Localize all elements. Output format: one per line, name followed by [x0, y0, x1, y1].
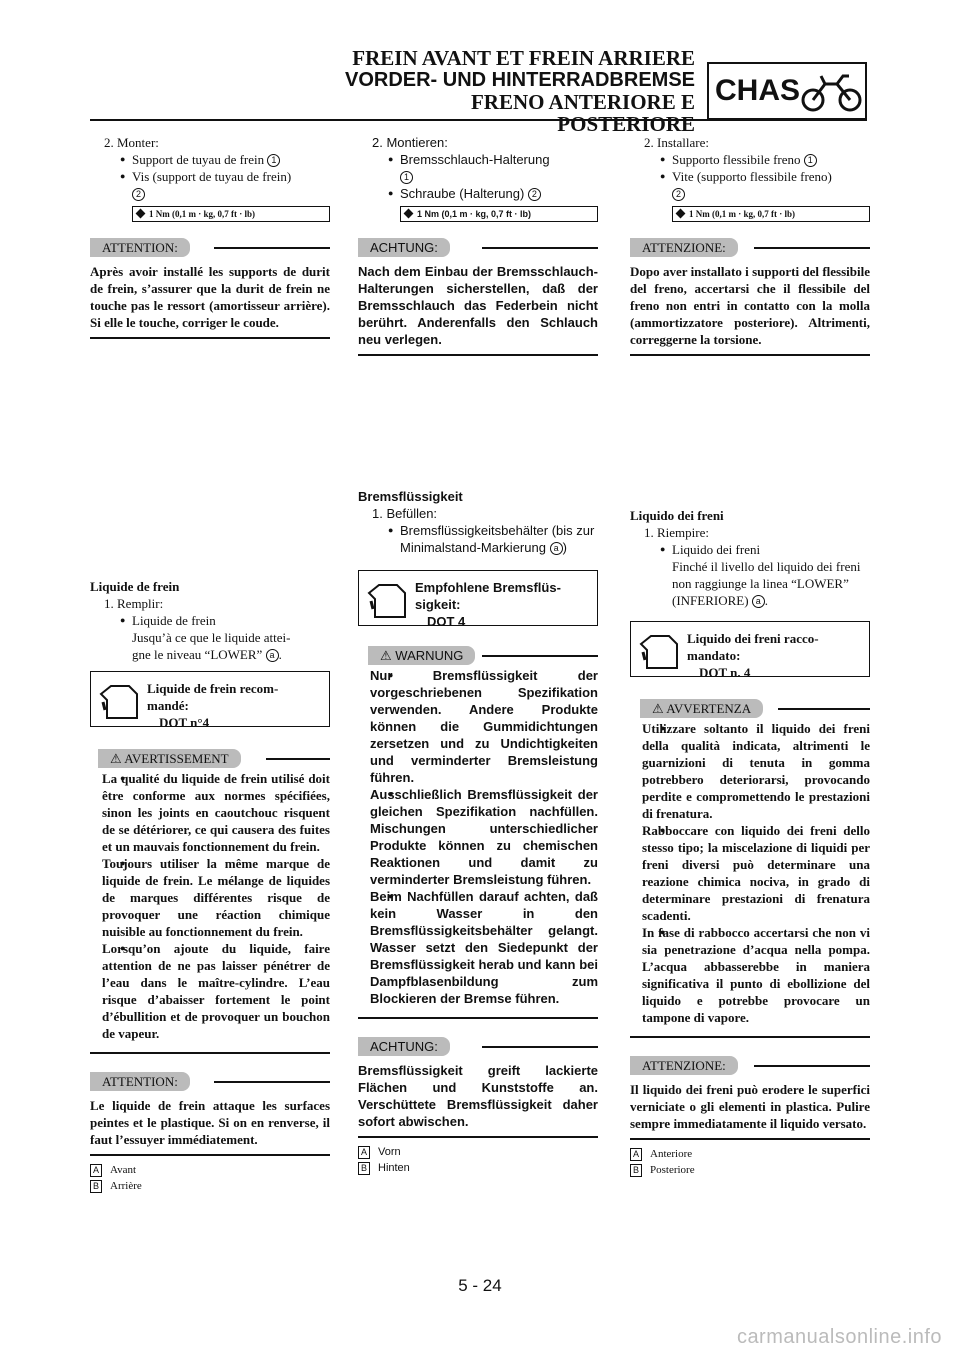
callout-1: 1: [804, 154, 817, 167]
callout-a: a: [550, 542, 563, 555]
warning-item-1: ● Utilizzare soltanto il liquido dei freni della qualità indicata, altrimenti le guarnizioni di tenuta in gomma potrebbero deteriorarsi, provocando perdite e compromettendo le prestazioni di frenatura.: [630, 720, 870, 822]
oil-can-icon: [95, 680, 141, 720]
attention-label: ATTENTION:: [90, 238, 190, 257]
warning-icon: ⚠: [110, 751, 125, 766]
callout-2: 2: [528, 188, 541, 201]
spec-text: Liquido dei freni racco- mandato: DOT n. 4: [687, 631, 819, 680]
bullet-screw: ● Vis (support de tuyau de frein) 2: [90, 168, 330, 202]
warning-icon: ⚠: [652, 701, 667, 716]
spec-box: [358, 570, 598, 629]
attention-section: [630, 238, 870, 356]
attention2-text: Bremsflüssigkeit greift lackierte Flächen und Kunststoffe an. Verschüttete Bremsflüssigkeit daher sofort abwischen.: [358, 1063, 598, 1129]
title-de: VORDER- UND HINTERRADBREMSE: [344, 69, 695, 91]
column-french: [90, 134, 330, 339]
oil-can-icon: [635, 630, 681, 670]
callout-a: a: [266, 649, 279, 662]
bullet-screw: ● Vite (supporto flessibile freno) 2: [630, 168, 870, 202]
attention2-text: Le liquide de frein attaque les surfaces peintes et le plastique. Si on en renverse, il faut l’essuyer immédiatement.: [90, 1098, 330, 1147]
callout-2: 2: [672, 188, 685, 201]
spec-box: [630, 621, 870, 680]
warning-item-2: ● Toujours utiliser la même marque de liquide de frein. Le mélange de liquides de marques différentes risque de provoquer une réaction chimique nuisible au fonctionnement du frein.: [90, 855, 330, 940]
spec-text: Liquide de frein recom- mandé: DOT n°4: [147, 681, 279, 730]
title-it: FRENO ANTERIORE E POSTERIORE: [470, 90, 695, 136]
callout-1: 1: [400, 171, 413, 184]
attention-text: Nach dem Einbau der Bremsschlauch-Halterungen sicherstellen, daß der Bremsschlauch das Federbein nicht berührt. Anderenfalls den Schlauch neu verlegen.: [358, 264, 598, 347]
callout-a: a: [752, 595, 765, 608]
legend: A Vorn B Hinten: [358, 1144, 598, 1176]
attention-label: ATTENZIONE:: [630, 238, 738, 257]
attention2-label: ATTENZIONE:: [630, 1056, 738, 1075]
page-header: [340, 47, 695, 135]
attention-section: [90, 238, 330, 339]
spec-text: Empfohlene Bremsflüs- sigkeit: DOT 4: [415, 580, 561, 629]
step-mount: 2. Monter:: [104, 135, 159, 150]
callout-1: 1: [267, 154, 280, 167]
warning-item-3: ● Beim Nachfüllen darauf achten, daß kein Wasser in den Bremsflüssigkeitsbehälter gelangt. Wasser setzt den Siedepunkt der Bremsflüssigkeit herab und kann bei Dampfblasenbildung zum Blockieren der Bremse führen.: [358, 888, 598, 1007]
chas-label: CHAS: [715, 74, 801, 107]
bullet-hose-support: ● Supporto flessibile freno 1: [630, 151, 870, 168]
page-number: 5 - 24: [458, 1276, 502, 1295]
chas-badge: [707, 62, 867, 120]
bullet-liquid: ● Liquido dei freni: [630, 541, 870, 558]
title-fr: FREIN AVANT ET FREIN ARRIERE: [352, 46, 695, 70]
legend: A Avant B Arrière: [90, 1162, 330, 1194]
warning-item-2: ● Rabboccare con liquido dei freni dello stesso tipo; la miscelazione di liquidi per freni diversi può determinare una reazione chimica nociva, in grado di determinare prestazioni di frenatura scadenti.: [630, 822, 870, 924]
step-mount: 2. Montieren:: [372, 135, 448, 150]
warning-item-1: ● Nur Bremsflüssigkeit der vorgeschriebenen Spezifikation verwenden. Andere Produkte können die Gummidichtungen zersetzen und zu Undichtigkeiten und verminderter Bremsleistung führen.: [358, 667, 598, 786]
motorcycle-icon: [801, 70, 863, 114]
callout-2: 2: [132, 188, 145, 201]
attention-section: [358, 238, 598, 356]
liquid-title: Liquido dei freni: [630, 508, 724, 523]
attention2-section: [90, 1072, 330, 1156]
attention2-section: [358, 1037, 598, 1138]
step-fill: 1. Befüllen:: [372, 506, 438, 521]
warning-item-3: ● Lorsqu’on ajoute du liquide, faire attention de ne pas laisser pénétrer de l’eau dans le maître-cylindre. L’eau risque d’abaisser fortement le point d’ébullition et de provoquer un bouchon de vapeur.: [90, 940, 330, 1042]
warning-item-2: ● Ausschließlich Bremsflüssigkeit der gleichen Spezifikation nachfüllen. Mischungen unterschiedlicher Produkte können zu chemischen Reaktionen und damit zu verminderter Bremsleistung führen.: [358, 786, 598, 888]
warning-label: ⚠ AVVERTENZA: [640, 699, 763, 718]
bullet-liquid: ● Liquide de frein: [90, 612, 330, 629]
attention2-label: ACHTUNG:: [358, 1037, 450, 1056]
liquid-sub1: Jusqu’à ce que le liquide attei-: [132, 630, 291, 645]
oil-can-icon: [363, 579, 409, 619]
warning-item-3: ● In fase di rabbocco accertarsi che non vi sia penetrazione d’acqua nella pompa. L’acqua abbasserebbe in maniera significativa il punto di ebollizione del liquido e potrebbe provocare un tampone di vapore.: [630, 924, 870, 1026]
bullet-hose-holder: ● Bremsschlauch-Halterung 1: [358, 151, 598, 185]
warning-section: [630, 699, 870, 1038]
step-install: 2. Installare:: [644, 135, 709, 150]
attention2-text: Il liquido dei freni può erodere le superfici verniciate o gli elementi in plastica. Pulire sempre immediatamente il liquido versato.: [630, 1082, 870, 1131]
column-german: [358, 134, 598, 356]
bullet-hose-support: ● Support de tuyau de frein 1: [90, 151, 330, 168]
warning-item-1: ● La qualité du liquide de frein utilisé doit être conforme aux normes spécifiées, sinon les joints en caoutchouc risquent de se détériorer, ce qui causera des fuites et un mauvais fonctionnement du frein.: [90, 770, 330, 855]
torque-spec: 1 Nm (0,1 m · kg, 0,7 ft · lb): [132, 206, 330, 222]
step-fill: 1. Remplir:: [104, 596, 164, 611]
warning-label: ⚠ AVERTISSEMENT: [98, 749, 241, 768]
liquid-title: Bremsflüssigkeit: [358, 489, 463, 504]
liquid-sub: Finché il livello del liquido dei freni non raggiunge la linea “LOWER” (INFERIORE) a .: [672, 559, 861, 608]
attention2-section: [630, 1056, 870, 1140]
spec-box: [90, 671, 330, 730]
legend: A Anteriore B Posteriore: [630, 1146, 870, 1178]
header-rule: [90, 119, 867, 121]
bullet-reservoir: ● Bremsflüssigkeitsbehälter (bis zur Minimalstand-Markierung a ): [358, 522, 598, 556]
warning-section: [358, 646, 598, 1019]
column-italian: [630, 134, 870, 356]
bullet-screw: ● Schraube (Halterung) 2: [358, 185, 598, 202]
warning-label: ⚠ WARNUNG: [368, 646, 475, 665]
liquid-title: Liquide de frein: [90, 579, 180, 594]
attention-text: Après avoir installé les supports de durit de frein, s’assurer que la durit de frein ne touche pas le ressort (amortisseur arrière). Si elle le touche, corriger le coude.: [90, 264, 330, 330]
torque-spec: 1 Nm (0,1 m · kg, 0,7 ft · lb): [672, 206, 870, 222]
watermark: carmanualsonline.info: [736, 1326, 942, 1348]
column-french-liquid: [90, 578, 330, 1194]
step-fill: 1. Riempire:: [644, 525, 709, 540]
attention2-label: ATTENTION:: [90, 1072, 190, 1091]
column-german-liquid: [358, 488, 598, 1176]
warning-icon: ⚠: [380, 648, 396, 663]
liquid-sub2: gne le niveau “LOWER” a .: [132, 647, 282, 662]
warning-section: [90, 749, 330, 1054]
torque-spec: 1 Nm (0,1 m · kg, 0,7 ft · lb): [400, 206, 598, 222]
attention-text: Dopo aver installato i supporti del flessibile del freno, accertarsi che il flessibile del freno non entri in contatto con la molla (ammortizzatore posteriore). Altrimenti, correggerne la torsione.: [630, 264, 870, 347]
attention-label: ACHTUNG:: [358, 238, 450, 257]
column-italian-liquid: [630, 507, 870, 1178]
